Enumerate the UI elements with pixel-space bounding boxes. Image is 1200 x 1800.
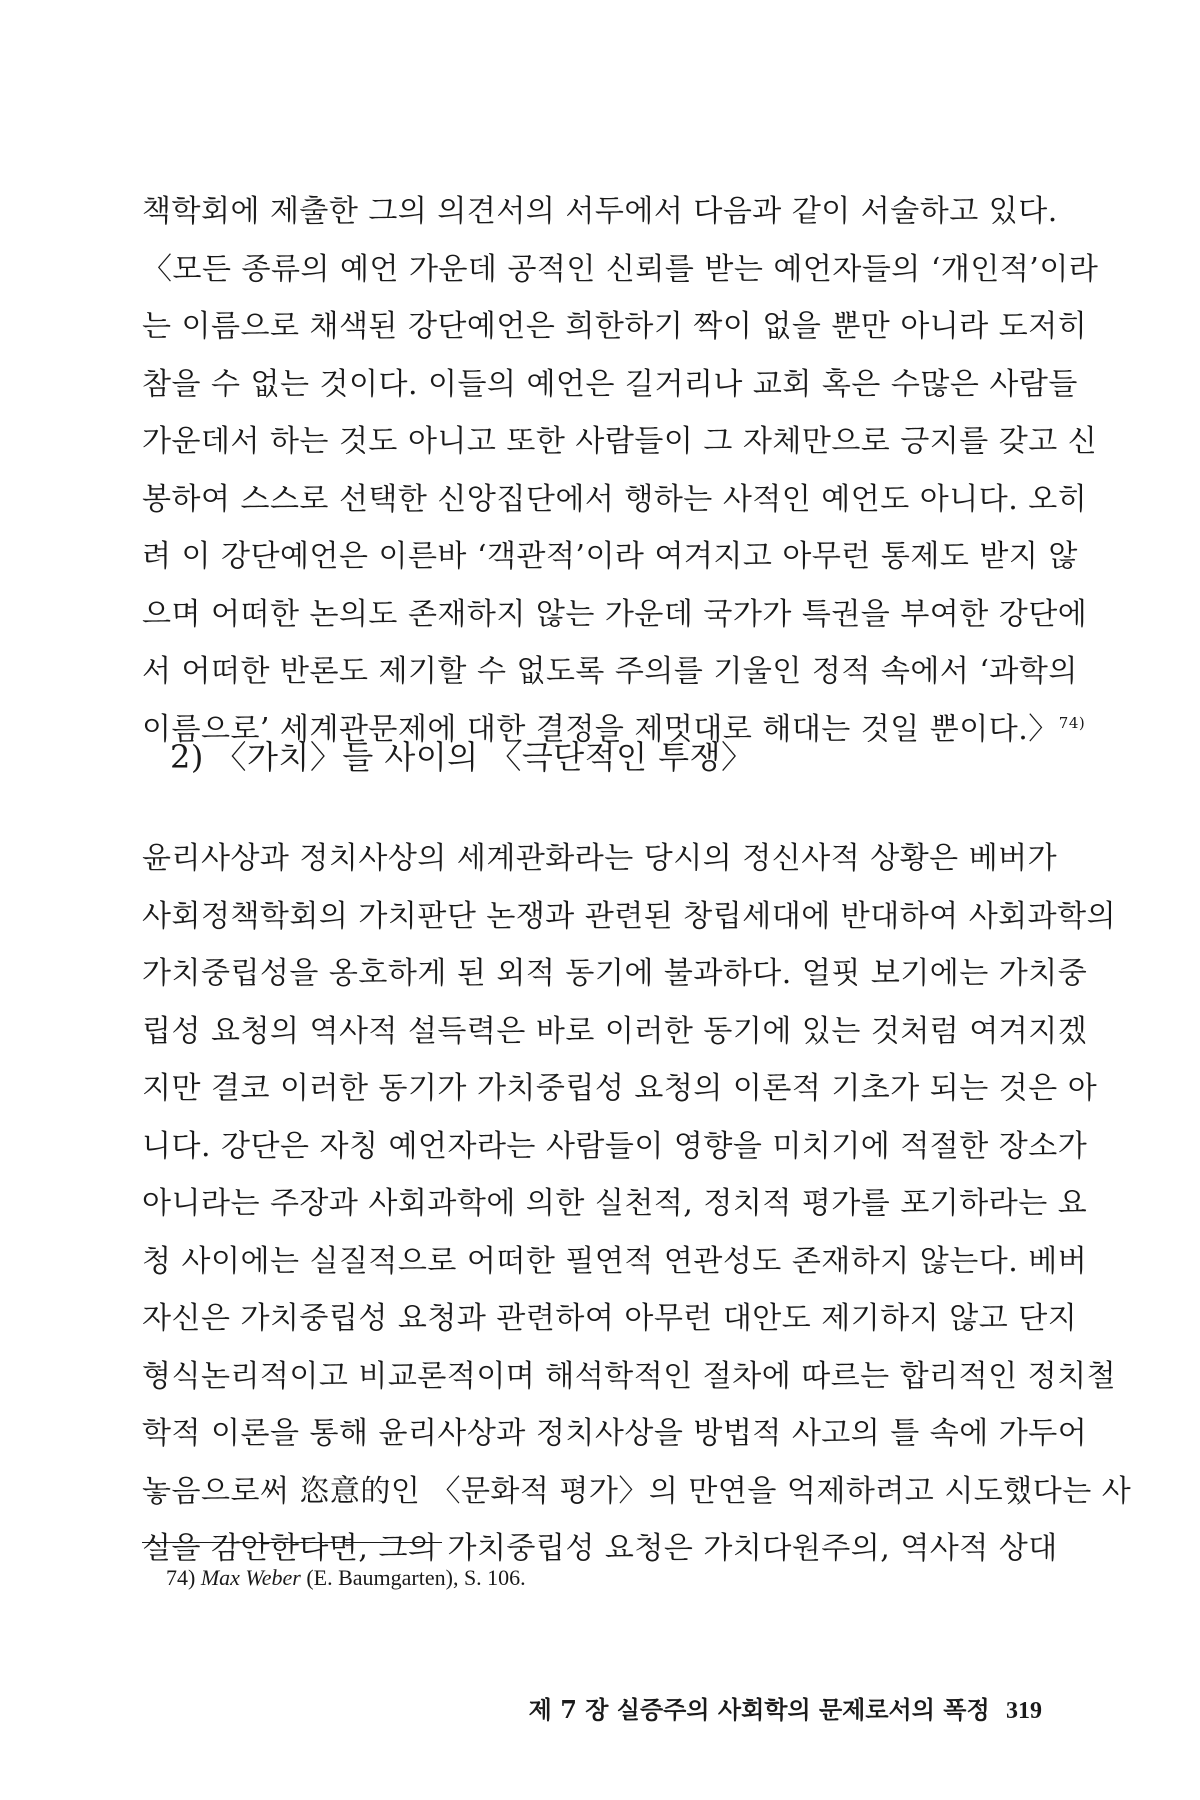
paragraph-quote	[142, 183, 1099, 758]
text-line: 학적 이론을 통해 윤리사상과 정치사상을 방법적 사고의 틀 속에 가두어	[142, 1416, 1088, 1451]
text-line: 아니라는 주장과 사회과학에 의한 실천적, 정치적 평가를 포기하라는 요	[142, 1186, 1088, 1221]
text-line: 가운데서 하는 것도 아니고 또한 사람들이 그 자체만으로 긍지를 갖고 신	[142, 424, 1098, 459]
footnote-citation: (E. Baumgarten), S. 106.	[300, 1565, 526, 1590]
text-line: 청 사이에는 실질적으로 어떠한 필연적 연관성도 존재하지 않는다. 베버	[142, 1243, 1088, 1279]
footnote-reference[interactable]: 74)	[1058, 713, 1086, 732]
text-line: 립성 요청의 역사적 설득력은 바로 이러한 동기에 있는 것처럼 여겨지겠	[142, 1013, 1088, 1049]
text-line: 가치중립성을 옹호하게 된 외적 동기에 불과하다. 얼핏 보기에는 가치중	[142, 956, 1088, 991]
text-line: 으며 어떠한 논의도 존재하지 않는 가운데 국가가 특권을 부여한 강단에	[142, 596, 1088, 632]
running-footer	[529, 1690, 1042, 1725]
text-line: 서 어떠한 반론도 제기할 수 없도록 주의를 기울인 정적 속에서 ‘과학의	[142, 654, 1078, 689]
text-line: 려 이 강단예언은 이른바 ‘객관적’이라 여겨지고 아무런 통제도 받지 않	[142, 539, 1078, 574]
text-line: 자신은 가치중립성 요청과 관련하여 아무런 대안도 제기하지 않고 단지	[142, 1301, 1078, 1336]
text-line: 〈모든 종류의 예언 가운데 공적인 신뢰를 받는 예언자들의 ‘개인적’이라	[142, 251, 1099, 287]
footnote-divider	[142, 1542, 442, 1543]
text-line: 사회정책학회의 가치판단 논쟁과 관련된 창립세대에 반대하여 사회과학의	[142, 898, 1117, 934]
text-line: 지만 결코 이러한 동기가 가치중립성 요청의 이론적 기초가 되는 것은 아	[142, 1071, 1098, 1106]
text-line: 는 이름으로 채색된 강단예언은 희한하기 짝이 없을 뿐만 아니라 도저히	[142, 309, 1088, 344]
text-line: 실을 감안한다면, 그의 가치중립성 요청은 가치다원주의, 역사적 상대	[142, 1531, 1058, 1566]
text-line: 놓음으로써 恣意的인 〈문화적 평가〉의 만연을 억제하려고 시도했다는 사	[142, 1473, 1132, 1509]
page-number: 319	[1006, 1698, 1042, 1724]
text-line: 봉하여 스스로 선택한 신앙집단에서 행하는 사적인 예언도 아니다. 오히	[142, 481, 1088, 517]
text-line: 니다. 강단은 자칭 예언자라는 사람들이 영향을 미치기에 적절한 장소가	[142, 1128, 1088, 1164]
text-line: 책학회에 제출한 그의 의견서의 서두에서 다음과 같이 서술하고 있다.	[142, 194, 1058, 229]
footnote-author: Max Weber	[200, 1565, 301, 1590]
text-line: 형식논리적이고 비교론적이며 해석학적인 절차에 따르는 합리적인 정치철	[142, 1358, 1117, 1394]
text-line-content: 이름으로’ 세계관문제에 대한 결정을 제멋대로 해대는 것일 뿐이다.〉	[142, 711, 1059, 747]
footnote	[166, 1565, 526, 1591]
chapter-title: 제 7 장 실증주의 사회학의 문제로서의 폭정	[528, 1695, 990, 1724]
text-line: 윤리사상과 정치사상의 세계관화라는 당시의 정신사적 상황은 베버가	[142, 841, 1058, 876]
paragraph-body	[142, 830, 1132, 1578]
section-heading: 2) 〈가치〉들 사이의 〈극단적인 투쟁〉	[170, 738, 754, 776]
footnote-number: 74)	[166, 1565, 196, 1590]
text-line: 참을 수 없는 것이다. 이들의 예언은 길거리나 교회 혹은 수많은 사람들	[142, 366, 1078, 402]
